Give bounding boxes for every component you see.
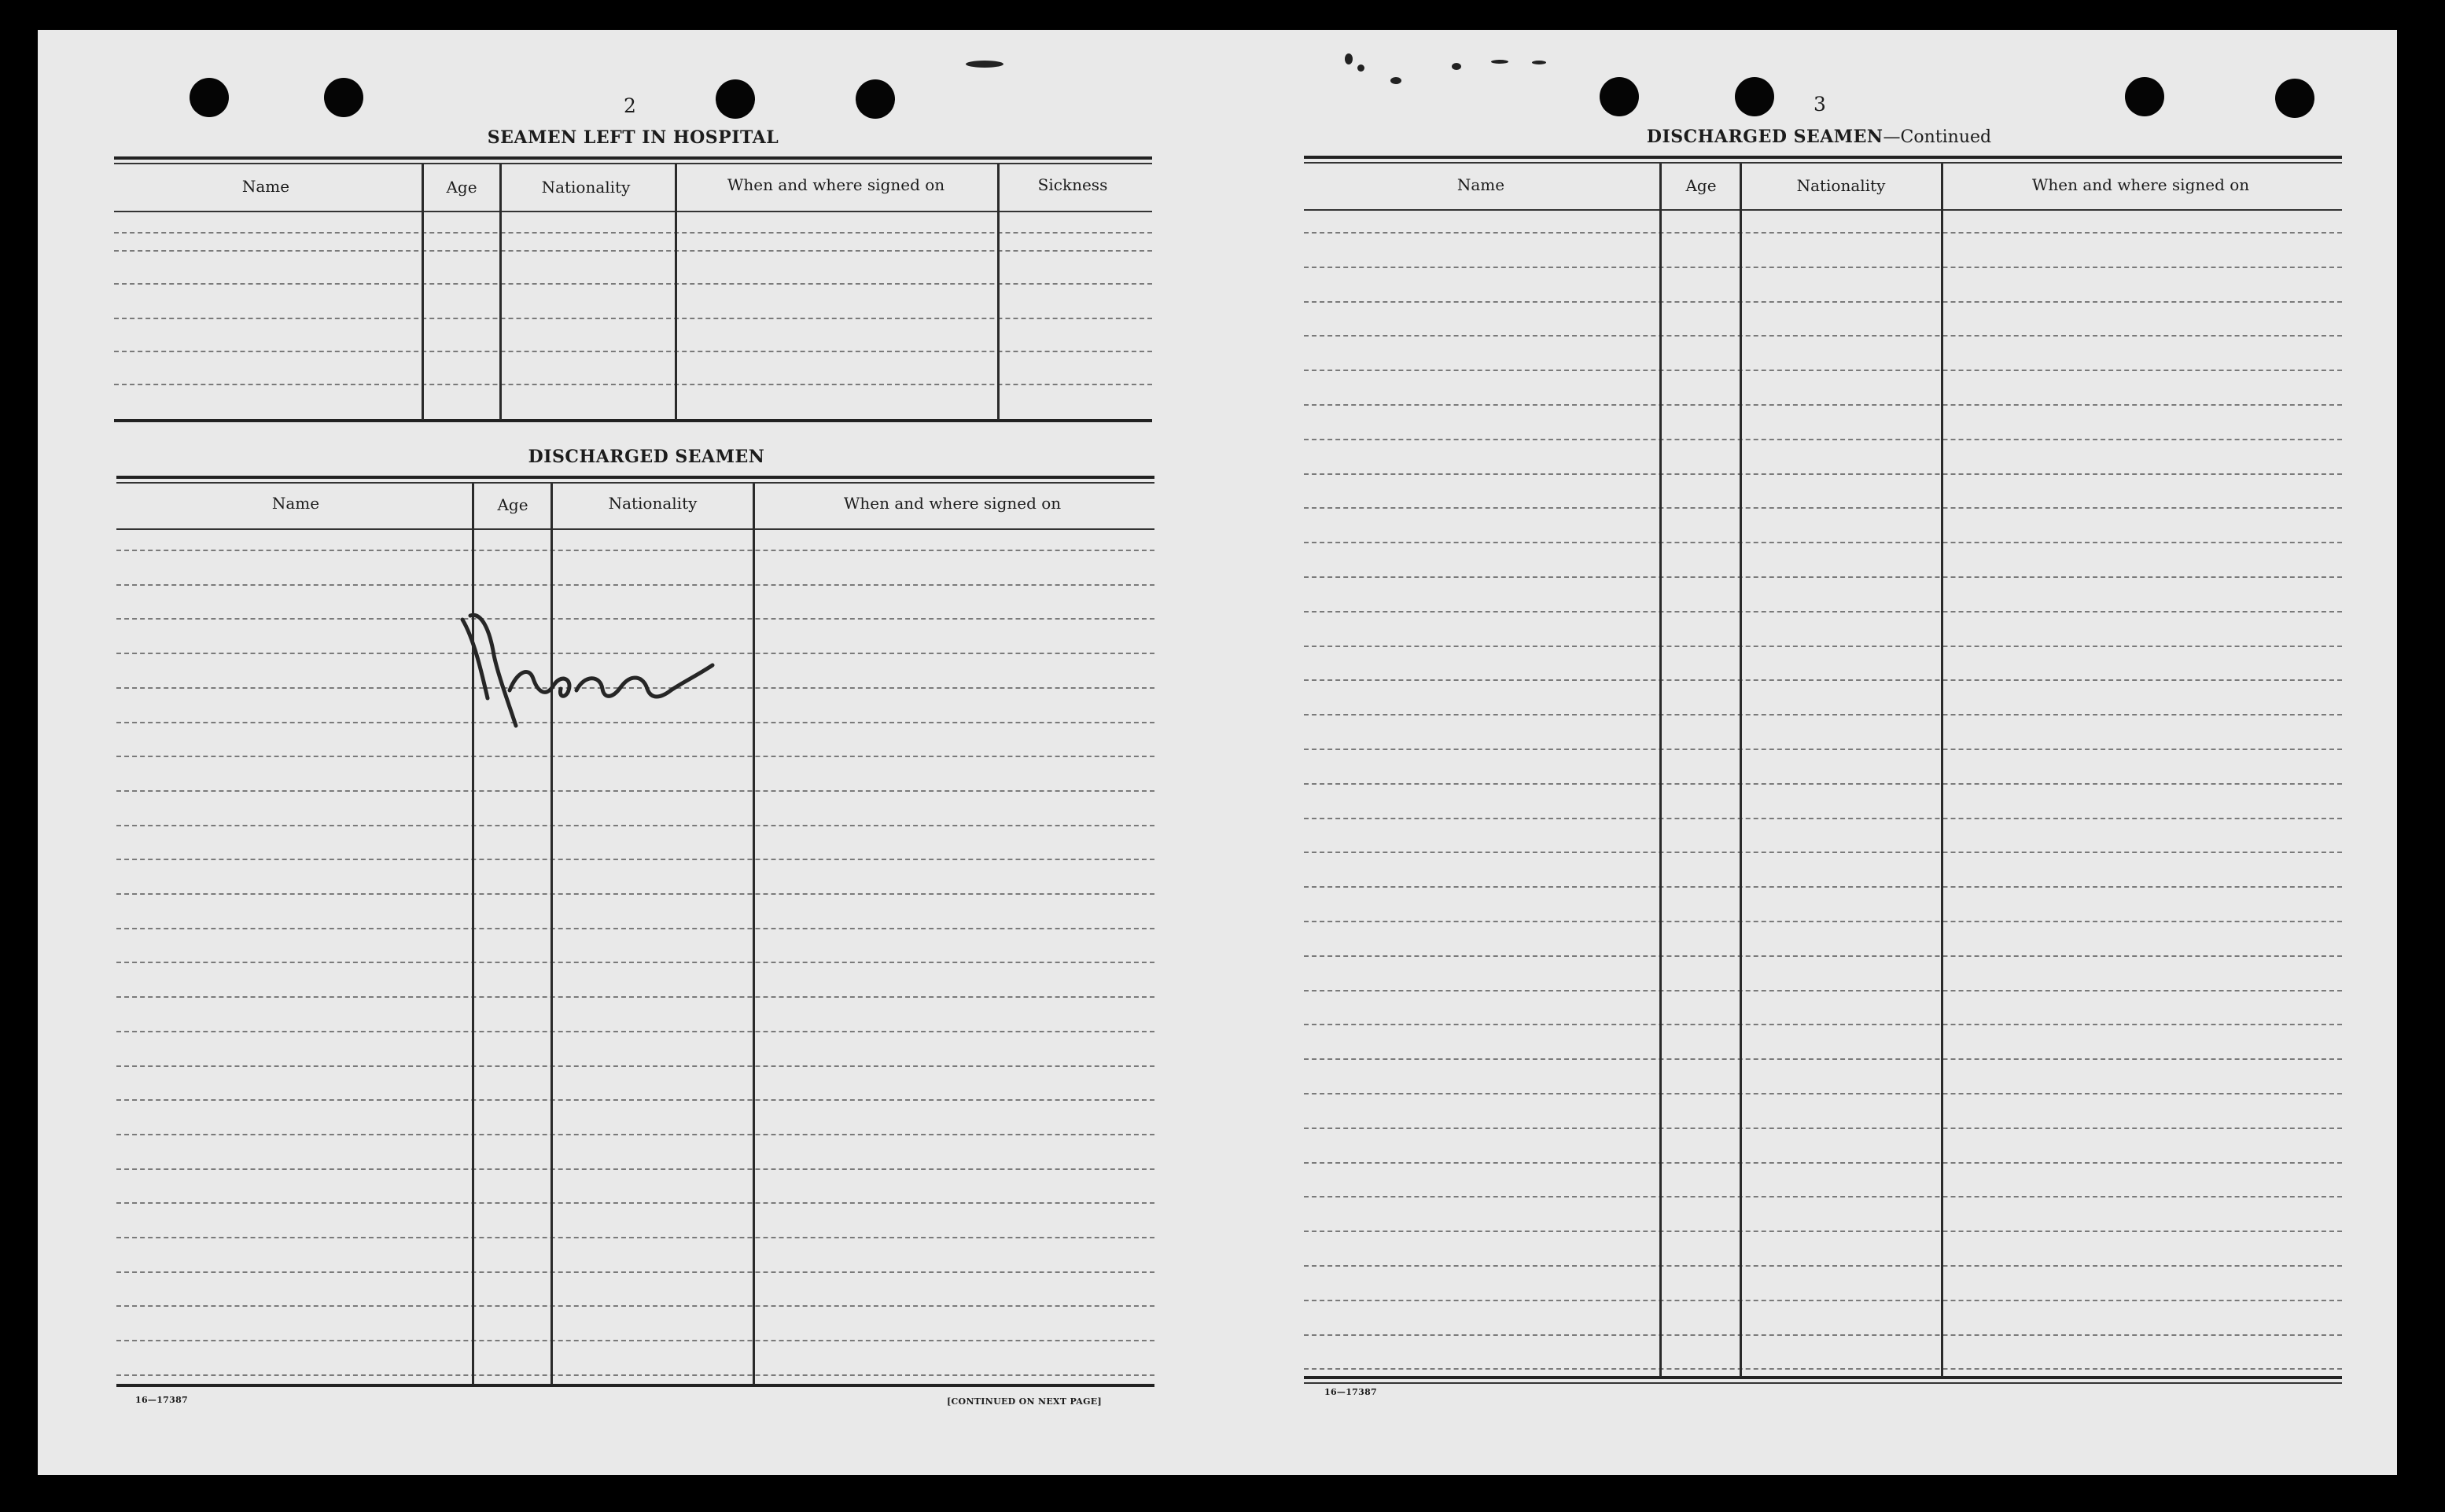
punch-hole xyxy=(1735,77,1774,116)
handwritten-none-scribble xyxy=(415,580,887,785)
column-header-age: Age xyxy=(497,495,528,514)
column-divider xyxy=(422,164,424,420)
table-row-line xyxy=(1304,646,2342,647)
header-underline xyxy=(1304,209,2342,211)
table-row-line xyxy=(114,250,1152,252)
table-row-line xyxy=(116,859,1154,860)
table-top-rule xyxy=(116,482,1154,484)
table-bottom-rule xyxy=(1304,1376,2342,1379)
table-row-line xyxy=(1304,473,2342,475)
scan-mark xyxy=(1345,53,1353,64)
section-title-text: DISCHARGED SEAMEN xyxy=(1646,127,1883,147)
punch-hole xyxy=(324,78,363,117)
column-header-age: Age xyxy=(446,178,477,197)
table-row-line xyxy=(116,550,1154,551)
scan-mark xyxy=(1532,61,1546,64)
table-row-line xyxy=(1304,576,2342,578)
table-row-line xyxy=(116,1134,1154,1135)
table-row-line xyxy=(114,283,1152,285)
table-row-line xyxy=(1304,1128,2342,1129)
section-title-hospital: SEAMEN LEFT IN HOSPITAL xyxy=(487,127,779,148)
table-row-line xyxy=(116,1340,1154,1341)
table-row-line xyxy=(114,318,1152,319)
table-row-line xyxy=(1304,1162,2342,1164)
column-header-signed-on: When and where signed on xyxy=(2031,175,2250,194)
scan-mark xyxy=(1357,64,1364,72)
punch-hole xyxy=(2275,79,2314,118)
column-header-nationality: Nationality xyxy=(1796,176,1886,195)
table-row-line xyxy=(116,1202,1154,1204)
table-row-line xyxy=(1304,852,2342,853)
table-row-line xyxy=(1304,404,2342,406)
column-header-sickness: Sickness xyxy=(1037,175,1108,194)
table-row-line xyxy=(1304,714,2342,716)
form-number: 16—17387 xyxy=(1324,1387,1377,1397)
table-bottom-rule xyxy=(114,419,1152,422)
table-row-line xyxy=(1304,679,2342,681)
scan-mark xyxy=(966,61,1003,68)
table-row-line xyxy=(1304,783,2342,785)
handwritten-text: None xyxy=(415,580,418,581)
table-row-line xyxy=(114,232,1152,234)
table-row-line xyxy=(116,1065,1154,1067)
page-number: 2 xyxy=(624,94,636,117)
table-row-line xyxy=(1304,335,2342,337)
column-header-name: Name xyxy=(1456,175,1505,194)
table-top-rule xyxy=(1304,156,2342,159)
table-row-line xyxy=(116,1099,1154,1101)
punch-hole xyxy=(1600,77,1639,116)
table-row-line xyxy=(1304,1196,2342,1197)
table-row-line xyxy=(1304,439,2342,440)
table-row-line xyxy=(116,790,1154,792)
table-row-line xyxy=(116,928,1154,929)
table-row-line xyxy=(1304,232,2342,234)
table-row-line xyxy=(114,384,1152,385)
table-row-line xyxy=(116,1031,1154,1032)
table-top-rule xyxy=(1304,162,2342,164)
table-bottom-rule xyxy=(116,1384,1154,1387)
section-title-discharged: DISCHARGED SEAMEN xyxy=(528,447,765,467)
header-underline xyxy=(114,211,1152,212)
column-header-nationality: Nationality xyxy=(608,494,698,513)
continued-suffix: —Continued xyxy=(1883,127,1992,147)
punch-hole xyxy=(856,79,895,119)
table-top-rule xyxy=(114,156,1152,160)
table-row-line xyxy=(116,962,1154,963)
table-row-line xyxy=(1304,1093,2342,1094)
table-row-line xyxy=(1304,749,2342,750)
table-row-line xyxy=(116,1271,1154,1273)
table-row-line xyxy=(1304,301,2342,303)
column-divider xyxy=(1740,164,1742,1377)
table-row-line xyxy=(1304,542,2342,543)
punch-hole xyxy=(190,78,229,117)
table-bottom-rule xyxy=(1304,1382,2342,1384)
header-underline xyxy=(116,528,1154,530)
scan-mark xyxy=(1491,60,1508,64)
table-row-line xyxy=(1304,1300,2342,1301)
column-header-nationality: Nationality xyxy=(541,178,631,197)
column-divider xyxy=(499,164,502,420)
page-number: 3 xyxy=(1813,93,1826,116)
table-row-line xyxy=(116,893,1154,895)
table-row-line xyxy=(1304,1058,2342,1060)
table-row-line xyxy=(116,825,1154,826)
column-header-name: Name xyxy=(241,177,290,196)
table-top-rule xyxy=(116,476,1154,479)
punch-hole xyxy=(2125,77,2164,116)
table-row-line xyxy=(116,1168,1154,1170)
column-header-signed-on: When and where signed on xyxy=(727,175,945,194)
table-row-line xyxy=(116,996,1154,998)
table-row-line xyxy=(1304,818,2342,819)
table-row-line xyxy=(1304,1334,2342,1336)
punch-hole xyxy=(716,79,755,119)
table-row-line xyxy=(1304,886,2342,888)
column-divider xyxy=(1659,164,1662,1377)
table-row-line xyxy=(1304,1265,2342,1267)
table-row-line xyxy=(1304,990,2342,991)
section-title-discharged-continued xyxy=(1647,127,1991,147)
column-header-name: Name xyxy=(271,494,320,513)
table-top-rule xyxy=(114,163,1152,164)
table-row-line xyxy=(1304,507,2342,509)
table-row-line xyxy=(1304,370,2342,371)
continued-note: [CONTINUED ON NEXT PAGE] xyxy=(947,1396,1102,1407)
column-header-signed-on: When and where signed on xyxy=(843,494,1062,513)
scan-mark xyxy=(1390,77,1401,84)
table-row-line xyxy=(1304,1024,2342,1025)
table-row-line xyxy=(116,1237,1154,1238)
table-row-line xyxy=(116,1305,1154,1307)
scan-mark xyxy=(1452,63,1461,70)
table-row-line xyxy=(1304,1231,2342,1232)
form-number: 16—17387 xyxy=(135,1395,188,1405)
table-row-line xyxy=(1304,1368,2342,1370)
table-row-line xyxy=(1304,955,2342,957)
table-row-line xyxy=(1304,611,2342,613)
column-header-age: Age xyxy=(1685,176,1717,195)
table-row-line xyxy=(116,1374,1154,1376)
table-row-line xyxy=(1304,267,2342,268)
table-row-line xyxy=(1304,921,2342,922)
column-divider xyxy=(675,164,677,420)
table-row-line xyxy=(114,351,1152,352)
column-divider xyxy=(1941,164,1943,1377)
column-divider xyxy=(997,164,1000,420)
scanned-form-spread xyxy=(38,30,2397,1475)
